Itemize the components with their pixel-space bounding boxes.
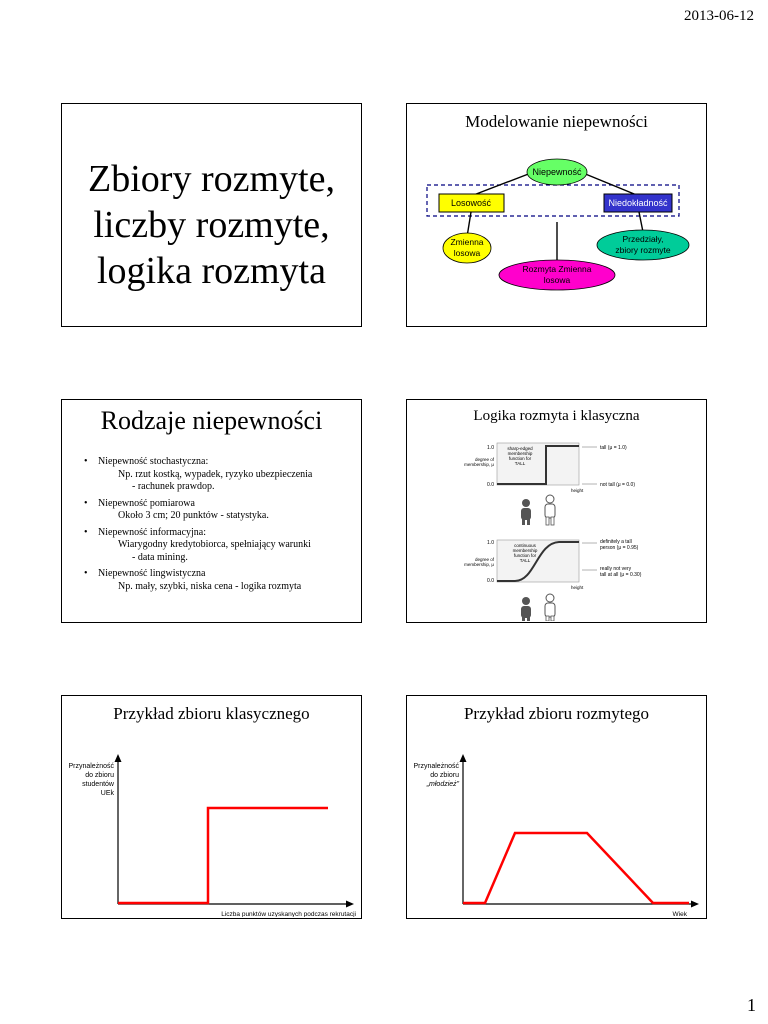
slide-fuzzy-set-example [406, 695, 707, 919]
node-przedzialy-line2: zbiory rozmyte [615, 245, 671, 255]
bullet-line: Np. rzut kostką, wypadek, ryzyko ubezpieczenia [118, 468, 313, 480]
ylabel-line1: Przynależność [413, 763, 459, 770]
xlabel: Liczba punktów uzyskanych podczas rekrutacji [221, 911, 356, 917]
tall-person-icon [545, 495, 555, 525]
fuzzy-set-chart [407, 696, 705, 917]
tall-membership-figure [407, 400, 705, 621]
cont-right-bottom-2: tall at all (μ = 0.30) [600, 572, 642, 578]
cont-box-line4: TALL [519, 558, 531, 563]
slide-title-text [62, 156, 361, 294]
xlabel: Wiek [672, 911, 687, 917]
sharp-right-bottom: not tall (μ = 0.0) [600, 482, 635, 488]
bullet-item [84, 498, 334, 523]
node-losowosc-label: Losowość [450, 198, 492, 208]
y-axis-arrow [115, 754, 122, 762]
bullet-line: Około 3 cm; 20 punktów - statystyka. [118, 510, 269, 521]
title-line-3: logika rozmyta [97, 250, 326, 292]
y-axis-arrow [460, 754, 467, 762]
slide-heading: Przykład zbioru klasycznego [113, 704, 310, 723]
crisp-membership-line [118, 808, 328, 903]
node-rozmyta-line2: losowa [543, 275, 571, 285]
bullet-dot: • [84, 497, 88, 509]
sharp-ylabel-1: degree of [474, 457, 494, 462]
sharp-box-line2: membership [507, 451, 533, 456]
bullet-item [84, 456, 334, 494]
bullet-item [84, 527, 334, 565]
slide-heading: Przykład zbioru rozmytego [463, 704, 650, 723]
bullet-line: Wiarygodny kredytobiorca, spełniający warunki [118, 539, 311, 550]
ylabel-line2: do zbioru [430, 772, 459, 779]
sharp-ylabel-2: membership, μ [464, 462, 494, 467]
ylabel-line3: „młodzież” [426, 781, 459, 788]
sharp-xlabel: height [571, 488, 584, 493]
cont-box-line3: function for [513, 553, 537, 558]
slide-uncertainty-types [61, 399, 362, 623]
node-zmienna-losowa-line2: losowa [453, 248, 481, 258]
slide-title [61, 103, 362, 327]
x-axis-arrow [346, 901, 354, 908]
bullet-line: - rachunek prawdop. [132, 481, 215, 492]
bullet-line: Np. mały, szybki, niska cena - logika rozmyta [118, 580, 302, 592]
tall-person-icon [545, 594, 555, 621]
node-przedzialy-line1: Przedziały, [622, 234, 664, 244]
uncertainty-diagram [407, 104, 705, 325]
node-root-label: Niepewność [532, 167, 582, 177]
fuzzy-membership-line [463, 833, 689, 903]
edge-niedokladnosc-przedzialy [639, 212, 643, 232]
crisp-set-chart [62, 696, 360, 917]
sharp-y0-label: 0.0 [487, 482, 494, 488]
sharp-box-line3: function for [508, 456, 532, 461]
bullet-head: Niepewność stochastyczna: [98, 456, 209, 467]
node-rozmyta-line1: Rozmyta Zmienna [522, 264, 592, 274]
ylabel-line3: studentów [82, 781, 114, 788]
slide-fuzzy-vs-classic [406, 399, 707, 623]
short-person-icon [521, 499, 531, 525]
bullet-dot: • [84, 456, 88, 467]
cont-ylabel-2: membership, μ [464, 562, 494, 567]
slide-crisp-set-example [61, 695, 362, 919]
sharp-box-line4: TALL [514, 461, 526, 466]
bullet-dot: • [84, 526, 88, 538]
ylabel-line4: UEk [100, 790, 114, 797]
page-number: 1 [747, 995, 756, 1015]
bullet-line: - data mining. [132, 551, 188, 563]
cont-xlabel: height [571, 585, 584, 590]
bullet-list [84, 456, 334, 597]
node-niedokladnosc-label: Niedokładność [608, 198, 668, 208]
slide-heading: Modelowanie niepewności [465, 112, 648, 131]
x-axis-arrow [691, 901, 699, 908]
slide-heading: Logika rozmyta i klasyczna [473, 408, 640, 424]
header-date: 2013-06-12 [684, 8, 754, 24]
ylabel-line2: do zbioru [85, 772, 114, 779]
slide-uncertainty-modeling [406, 103, 707, 327]
sharp-y1-label: 1.0 [487, 445, 494, 451]
title-line-2: liczby rozmyte, [93, 204, 330, 246]
cont-right-bottom-1: really not very [600, 566, 632, 572]
cont-y1-label: 1.0 [487, 540, 494, 546]
continuous-chart-frame [497, 540, 579, 582]
sharp-right-top: tall (μ = 1.0) [600, 445, 627, 451]
cont-right-top-2: person (μ = 0.95) [600, 545, 639, 551]
short-person-icon [521, 597, 531, 621]
cont-y0-label: 0.0 [487, 578, 494, 584]
bullet-head: Niepewność pomiarowa [98, 497, 195, 509]
bullet-head: Niepewność lingwistyczna [98, 568, 206, 579]
title-line-1: Zbiory rozmyte, [88, 158, 335, 200]
bullet-head: Niepewność informacyjna: [98, 526, 207, 538]
cont-box-line1: continuous [514, 543, 536, 548]
ylabel-line1: Przynależność [68, 763, 114, 770]
node-zmienna-losowa-line1: Zmienna [450, 237, 484, 247]
bullet-dot: • [84, 568, 88, 579]
slide-heading: Rodzaje niepewności [100, 406, 323, 435]
sharp-box-line1: sharp-edged [507, 446, 533, 451]
cont-right-top-1: definitely a tall [600, 539, 632, 545]
bullet-item [84, 568, 334, 593]
cont-ylabel-1: degree of [474, 557, 494, 562]
cont-box-line2: membership [512, 548, 538, 553]
